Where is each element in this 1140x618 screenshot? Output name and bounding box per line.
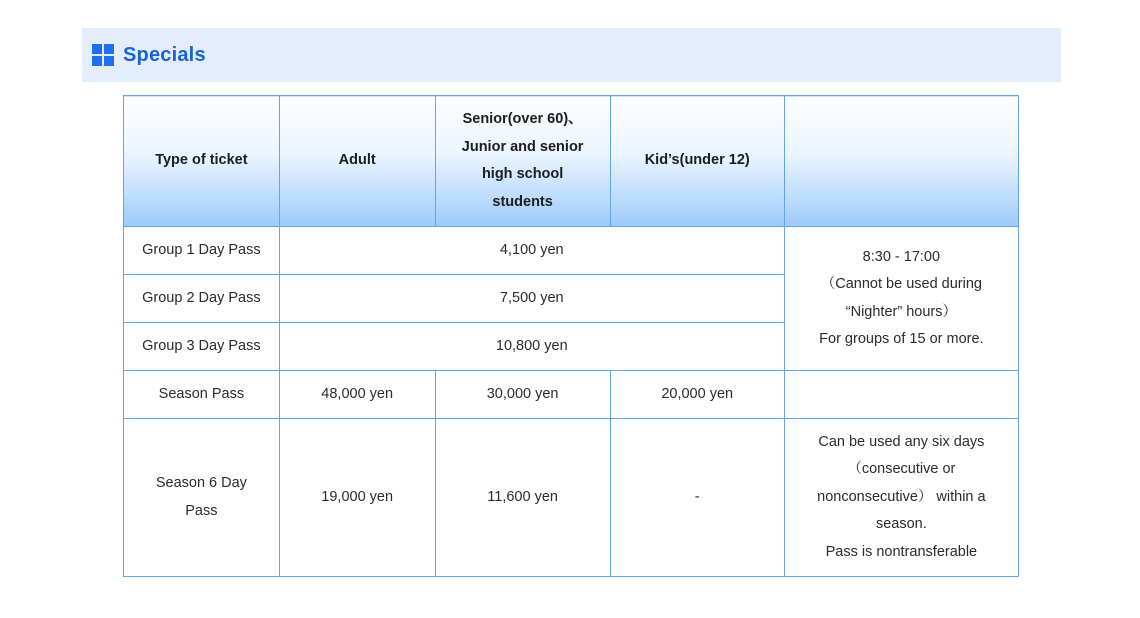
grid-icon <box>92 44 114 66</box>
header-senior <box>435 96 610 227</box>
note-line: （consecutive or <box>847 461 956 478</box>
table-row <box>124 419 1019 577</box>
table-row <box>124 227 1019 275</box>
header-kid: Kid’s(under 12) <box>610 96 784 227</box>
header-type-of-ticket: Type of ticket <box>124 96 280 227</box>
section-title: Specials <box>123 43 206 66</box>
cell-price: 7,500 yen <box>279 275 784 323</box>
note-line: season. <box>875 516 927 533</box>
cell-adult-price: 48,000 yen <box>279 371 435 419</box>
note-line: Can be used any six days <box>818 433 985 450</box>
group-note-line: “Nighter” hours） <box>845 303 957 320</box>
ticket-type-line: Season 6 Day <box>155 475 247 491</box>
note-line: nonconsecutive） within a <box>817 488 986 505</box>
cell-ticket-type: Group 3 Day Pass <box>124 323 280 371</box>
header-senior-line: Senior(over 60)、 <box>462 111 583 127</box>
header-adult: Adult <box>279 96 435 227</box>
cell-note <box>784 419 1018 577</box>
ticket-type-line: Pass <box>185 502 218 519</box>
table-row <box>124 371 1019 419</box>
header-senior-line: Junior and senior <box>461 138 584 155</box>
section-header <box>82 28 1061 82</box>
cell-kid-price: 20,000 yen <box>610 371 784 419</box>
header-note <box>784 96 1018 227</box>
table-header-row <box>124 96 1019 227</box>
note-line: Pass is nontransferable <box>825 543 978 560</box>
cell-senior-price: 11,600 yen <box>435 419 610 577</box>
group-note-line: 8:30 - 17:00 <box>862 248 941 265</box>
group-note-line: For groups of 15 or more. <box>819 331 984 347</box>
header-senior-line: students <box>492 193 553 210</box>
group-note-line: （Cannot be used during <box>820 276 982 292</box>
cell-ticket-type: Group 2 Day Pass <box>124 275 280 323</box>
ticket-price-table <box>123 95 1019 577</box>
cell-price: 10,800 yen <box>279 323 784 371</box>
cell-ticket-type: Season Pass <box>124 371 280 419</box>
cell-note <box>784 371 1018 419</box>
cell-adult-price: 19,000 yen <box>279 419 435 577</box>
cell-price: 4,100 yen <box>279 227 784 275</box>
cell-group-note <box>784 227 1018 371</box>
cell-senior-price: 30,000 yen <box>435 371 610 419</box>
cell-ticket-type: Group 1 Day Pass <box>124 227 280 275</box>
header-senior-line: high school <box>481 166 564 182</box>
cell-kid-price: - <box>610 419 784 577</box>
cell-ticket-type <box>124 419 280 577</box>
